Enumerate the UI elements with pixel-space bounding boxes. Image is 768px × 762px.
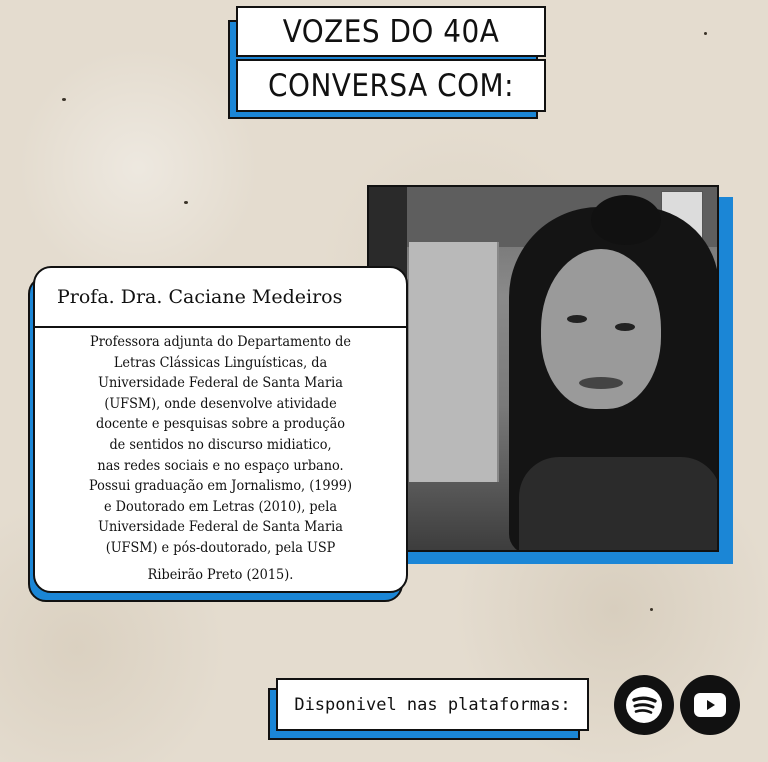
bio-line: e Doutorado em Letras (2010), pela bbox=[103, 498, 338, 515]
bio-line: (UFSM), onde desenvolve atividade bbox=[104, 395, 337, 412]
paper-speck bbox=[62, 98, 66, 101]
photo-cabinet bbox=[409, 242, 499, 482]
profile-bio bbox=[35, 328, 406, 585]
photo-mouth bbox=[579, 377, 623, 389]
photo-shirt bbox=[519, 457, 719, 552]
photo-eye-left bbox=[567, 315, 587, 323]
platforms-label: Disponivel nas plataformas: bbox=[276, 678, 589, 731]
bio-line: Professora adjunta do Departamento de bbox=[90, 334, 351, 350]
spotify-button[interactable] bbox=[614, 675, 674, 735]
bio-line: Possui graduação em Jornalismo, (1999) bbox=[89, 478, 352, 495]
bio-line: nas redes sociais e no espaço urbano. bbox=[97, 457, 344, 474]
portrait-photo bbox=[367, 185, 719, 552]
title-line-2: CONVERSA COM: bbox=[236, 59, 546, 112]
bio-line: Universidade Federal de Santa Maria bbox=[98, 375, 343, 392]
paper-speck bbox=[184, 201, 188, 204]
bio-line: docente e pesquisas sobre a produção bbox=[95, 416, 346, 433]
bio-line: Letras Clássicas Linguísticas, da bbox=[113, 354, 328, 371]
photo-hair-bun bbox=[591, 195, 661, 245]
bio-line: Universidade Federal de Santa Maria bbox=[98, 519, 343, 536]
bio-line: Ribeirão Preto (2015). bbox=[147, 566, 294, 583]
profile-name: Profa. Dra. Caciane Medeiros bbox=[35, 268, 406, 328]
title-line-1: VOZES DO 40A bbox=[236, 6, 546, 57]
youtube-button[interactable] bbox=[680, 675, 740, 735]
spotify-icon bbox=[625, 686, 663, 724]
paper-speck bbox=[704, 32, 707, 35]
bio-card bbox=[33, 266, 408, 593]
paper-speck bbox=[650, 608, 653, 611]
bio-line: (UFSM) e pós-doutorado, pela USP bbox=[105, 539, 336, 556]
youtube-icon bbox=[694, 693, 726, 717]
bio-line: de sentidos no discurso midiatico, bbox=[109, 436, 332, 453]
title-block bbox=[236, 6, 546, 112]
photo-eye-right bbox=[615, 323, 635, 331]
